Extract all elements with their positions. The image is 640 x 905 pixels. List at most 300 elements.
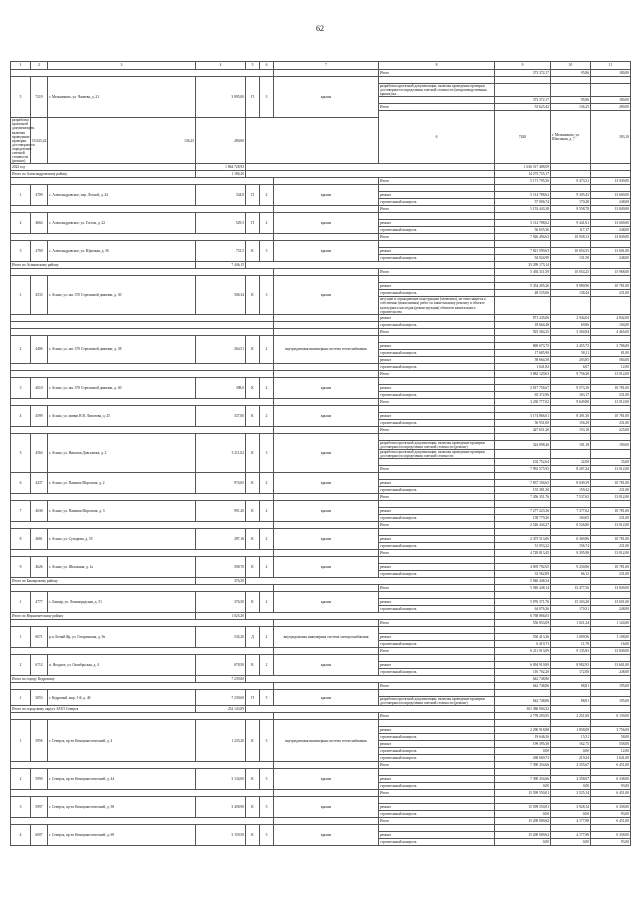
cost-per-m2-cell: 131,58: [551, 255, 591, 262]
cost-cell: 7 837 194,65: [495, 480, 551, 487]
cost-cell: 15 599 550,01: [495, 790, 551, 797]
limit-cell: 4 842,00: [591, 314, 631, 321]
cost-per-m2-cell: 69,86: [551, 321, 591, 328]
cost-per-m2-cell: 9 230,86: [551, 564, 591, 571]
building-row: [11, 797, 631, 804]
work-description-cell: строительный контроль: [379, 290, 495, 297]
cost-per-m2-cell: 0,00: [551, 748, 591, 755]
limit-cell: 6 451,00: [591, 818, 631, 825]
work-description-cell: ремонт: [379, 412, 495, 419]
building-id-cell: 4437: [31, 473, 48, 494]
cost-per-m2-cell: 1 021,24: [551, 620, 591, 627]
floors-cell: 2: [260, 473, 274, 494]
limit-cell: 231,00: [591, 290, 631, 297]
work-description-cell: Итого: [379, 713, 495, 720]
category-cell: К: [246, 557, 260, 578]
work-type-cell: [274, 818, 379, 825]
building-id-cell: 3053: [31, 690, 48, 706]
limit-cell: 190,00: [591, 440, 631, 449]
row-number-cell: 5: [11, 433, 31, 472]
limit-cell: [591, 769, 631, 776]
limit-cell: [591, 627, 631, 634]
work-line-row: [11, 550, 631, 557]
address-cell: г. Асино, ул. Сутырова, д. 55: [48, 529, 196, 550]
work-description-cell: ремонт: [379, 536, 495, 543]
work-description-cell: Итого: [379, 818, 495, 825]
row-number-cell: 1: [11, 627, 31, 648]
page-number: 62: [316, 24, 324, 33]
work-description-cell: ремонт: [379, 356, 495, 363]
cost-cell: 556 853,09: [495, 620, 551, 627]
cost-cell: 925 364,25: [495, 328, 551, 335]
work-line-row: [11, 648, 631, 655]
subtotal-label: 2022 год: [11, 164, 196, 171]
work-description-cell: Итого: [379, 178, 495, 185]
cost-cell: 56 655,36: [495, 227, 551, 234]
work-description-cell: строительный контроль: [379, 734, 495, 741]
building-id-cell: 4533: [31, 276, 48, 314]
cost-per-m2-cell: [551, 592, 591, 599]
empty-cell: [11, 426, 274, 433]
work-description-cell: строительный контроль: [379, 363, 495, 370]
floors-cell: 2: [260, 557, 274, 578]
column-header: 1: [11, 62, 31, 70]
column-header: 3: [48, 62, 196, 70]
work-type-cell: крыша: [274, 241, 379, 262]
limit-cell: 13 600,00: [591, 220, 631, 227]
limit-cell: 248,00: [591, 606, 631, 613]
work-type-cell: крыша: [274, 501, 379, 522]
address-cell: г. Асино, ул. им. 370 Стрелковой дивизии, д. 38: [48, 335, 196, 363]
work-type-cell: крыша: [274, 77, 379, 118]
cost-cell: [495, 690, 551, 697]
building-id-cell: 7420: [495, 111, 551, 164]
work-line-row: [11, 818, 631, 825]
limit-cell: 10 781,00: [591, 283, 631, 290]
cost-per-m2-cell: 219,24: [551, 755, 591, 762]
cost-per-m2-cell: 95,86: [551, 97, 591, 104]
work-description-cell: Итого: [379, 206, 495, 213]
category-cell: К: [246, 825, 260, 846]
address-cell: с. Бакчар, ул. Ленинградская, д. 51: [48, 592, 196, 613]
cost-cell: 19 646,56: [495, 734, 551, 741]
work-description-cell: ремонт: [379, 741, 495, 748]
empty-cell: [551, 164, 591, 171]
work-description-cell: Итого: [379, 104, 495, 111]
limit-cell: 13 949,00: [591, 178, 631, 185]
cost-cell: 324 898,46: [495, 440, 551, 449]
work-description-cell: строительный контроль: [379, 748, 495, 755]
work-description-cell: строительный контроль: [379, 839, 495, 846]
row-number-cell: 3: [11, 377, 31, 398]
cost-per-m2-cell: [551, 627, 591, 634]
work-description-cell: [379, 655, 495, 662]
row-number-cell: 6: [379, 111, 495, 164]
row-number-cell: 1: [11, 720, 31, 762]
row-number-cell: 3: [11, 797, 31, 818]
cost-cell: 102 752,64: [495, 459, 551, 466]
work-description-cell: [379, 459, 495, 466]
cost-cell: 2 290 918,88: [495, 727, 551, 734]
cost-cell: 57 006,74: [495, 199, 551, 206]
work-type-cell: крыша: [274, 213, 379, 234]
cost-per-m2-cell: 6 526,80: [551, 522, 591, 529]
work-type-cell: внутридомовая инженерная система теплоснабжения: [274, 335, 379, 363]
limit-cell: 231,00: [591, 419, 631, 426]
work-line-row: [11, 522, 631, 529]
address-cell: г. Северск, пр-кт Коммунистический, д. 69: [48, 825, 196, 846]
building-row: [11, 690, 631, 697]
building-id-cell: 4564: [31, 433, 48, 472]
limit-cell: 81,00: [591, 349, 631, 356]
column-header: 6: [260, 62, 274, 70]
area-cell: 1 235,20: [196, 720, 246, 762]
area-cell: 3 134,00: [196, 769, 246, 790]
cost-per-m2-cell: [551, 449, 591, 458]
cost-cell: 64 076,36: [495, 606, 551, 613]
work-description-cell: Итого: [379, 370, 495, 377]
limit-cell: 280,00: [196, 118, 246, 164]
address-cell: г. Мельниково, ул. Школьная, д. 7: [551, 111, 591, 164]
building-id-cell: 5997: [31, 797, 48, 818]
work-description-cell: [379, 276, 495, 283]
work-description-cell: [379, 720, 495, 727]
empty-cell: [551, 613, 591, 620]
column-header: 11: [591, 62, 631, 70]
category-cell: К: [246, 433, 260, 472]
work-line-row: [11, 314, 631, 321]
cost-per-m2-cell: [551, 557, 591, 564]
cost-cell: 550 413,36: [495, 634, 551, 641]
work-description-cell: [379, 185, 495, 192]
empty-cell: [11, 398, 274, 405]
work-type-cell: крыша: [274, 769, 379, 790]
limit-cell: 195,00: [591, 697, 631, 706]
empty-cell: [246, 706, 495, 713]
cost-cell: [495, 276, 551, 283]
cost-per-m2-cell: 88,81: [551, 683, 591, 690]
floors-cell: 2: [260, 655, 274, 676]
building-id-cell: 4486: [31, 335, 48, 363]
limit-cell: 12,00: [591, 363, 631, 370]
limit-cell: 58,00: [591, 734, 631, 741]
area-cell: 3 895,00: [196, 77, 246, 118]
building-row: [11, 185, 631, 192]
work-description-cell: строительный контроль: [379, 811, 495, 818]
work-type-cell: крыша: [274, 797, 379, 818]
limit-cell: [591, 84, 631, 97]
subtotal-label: Итого по Асиновскому району: [11, 262, 196, 269]
limit-cell: [591, 185, 631, 192]
empty-cell: [11, 648, 274, 655]
building-row: [11, 377, 631, 384]
work-description-cell: [379, 557, 495, 564]
cost-per-m2-cell: 58,11: [551, 349, 591, 356]
work-type-cell: [274, 328, 379, 335]
cost-cell: [495, 501, 551, 508]
empty-cell: [11, 620, 274, 627]
subtotal-row: [11, 262, 631, 269]
building-row: [11, 825, 631, 832]
address-cell: с. Александровское, ул. Юрочкая, д. 56: [48, 241, 196, 262]
area-cell: 337,00: [196, 405, 246, 426]
total-cost-cell: 301 386 904,52: [495, 706, 551, 713]
limit-cell: 248,00: [591, 669, 631, 676]
work-line-row: [11, 328, 631, 335]
work-line-row: [11, 234, 631, 241]
row-number-cell: 1: [11, 185, 31, 206]
cost-cell: 18 664,48: [495, 321, 551, 328]
work-description-cell: ремонт: [379, 508, 495, 515]
empty-cell: [11, 585, 274, 592]
cost-cell: [495, 473, 551, 480]
limit-cell: [591, 655, 631, 662]
limit-cell: 225,00: [591, 426, 631, 433]
cost-per-m2-cell: 3 304,84: [551, 328, 591, 335]
cost-per-m2-cell: 8 049,39: [551, 480, 591, 487]
category-cell: К: [246, 405, 260, 426]
limit-cell: 6 139,00: [591, 713, 631, 720]
area-cell: 376,50: [196, 592, 246, 613]
building-id-cell: 7219: [31, 77, 48, 118]
total-area-cell: 254 143,09: [196, 706, 246, 713]
work-type-cell: [274, 713, 379, 720]
cost-cell: 7 926 494,63: [495, 234, 551, 241]
work-description-cell: строительный контроль: [379, 543, 495, 550]
empty-cell: [551, 262, 591, 269]
floors-cell: 3: [260, 276, 274, 314]
work-type-cell: [274, 178, 379, 185]
cost-cell: 4 728 813,45: [495, 550, 551, 557]
empty-cell: [11, 178, 274, 185]
cost-per-m2-cell: 101,18: [551, 440, 591, 449]
cost-per-m2-cell: 1 009,56: [551, 634, 591, 641]
cost-per-m2-cell: 156,29: [551, 419, 591, 426]
cost-cell: [495, 297, 551, 314]
cost-cell: 268 669,73: [495, 755, 551, 762]
cost-cell: [495, 627, 551, 634]
empty-cell: [11, 370, 274, 377]
address-cell: п. Ягодное, ул. Октябрьская, д. 4: [48, 655, 196, 676]
work-type-cell: крыша: [274, 529, 379, 550]
cost-cell: 17 685,90: [495, 349, 551, 356]
cost-per-m2-cell: 159,42: [551, 487, 591, 494]
address-cell: г. Кедровый, мкр. 1-й, д. 40: [48, 690, 196, 706]
category-cell: К: [246, 335, 260, 363]
cost-cell: 7 992 575,95: [495, 466, 551, 473]
cost-cell: 1 641,82: [495, 363, 551, 370]
cost-cell: 373 372,17: [495, 70, 551, 77]
limit-cell: 231,00: [591, 571, 631, 578]
building-id-cell: 6007: [31, 825, 48, 846]
cost-cell: 5 114 788,62: [495, 192, 551, 199]
cost-per-m2-cell: 2 355,67: [551, 762, 591, 769]
work-type-cell: крыша: [274, 405, 379, 426]
row-number-cell: 2: [11, 769, 31, 790]
work-description-cell: ремонт: [379, 776, 495, 783]
cost-per-m2-cell: 2 358,07: [551, 776, 591, 783]
cost-cell: 5 171 795,56: [495, 178, 551, 185]
work-line-row: [11, 363, 631, 370]
work-type-cell: [274, 762, 379, 769]
area-cell: 545,20: [196, 627, 246, 648]
building-id-cell: 4769: [31, 241, 48, 262]
work-description-cell: ремонт: [379, 564, 495, 571]
limit-cell: [591, 592, 631, 599]
empty-cell: [11, 790, 274, 797]
building-id-cell: 4709: [31, 185, 48, 206]
empty-cell: [11, 363, 274, 370]
limit-cell: 248,00: [591, 255, 631, 262]
work-description-cell: ремонт: [379, 192, 495, 199]
area-cell: 508,70: [196, 557, 246, 578]
work-line-row: [11, 398, 631, 405]
limit-cell: 1 124,00: [591, 620, 631, 627]
cost-cell: [495, 592, 551, 599]
work-type-cell: крыша: [274, 592, 379, 613]
category-cell: П: [246, 213, 260, 234]
cost-cell: 7 390 354,66: [495, 776, 551, 783]
cost-cell: 427 651,20: [495, 426, 551, 433]
empty-cell: [591, 578, 631, 585]
empty-cell: [246, 578, 495, 585]
cost-per-m2-cell: 15 477,56: [551, 585, 591, 592]
cost-cell: 15 200 009,62: [495, 832, 551, 839]
cost-cell: 5 153 443,38: [495, 206, 551, 213]
cost-per-m2-cell: 9 558,78: [551, 206, 591, 213]
cost-cell: 5 876 371,76: [495, 599, 551, 606]
limit-cell: 13 012,00: [591, 522, 631, 529]
limit-cell: 13 849,00: [591, 234, 631, 241]
work-description-cell: строительный контроль: [379, 419, 495, 426]
work-type-cell: крыша: [274, 276, 379, 314]
cost-cell: [495, 185, 551, 192]
address-cell: г. Северск, пр-кт Коммунистический, д. 58: [48, 797, 196, 818]
category-cell: К: [246, 276, 260, 314]
work-description-cell: Итого: [379, 269, 495, 276]
work-description-cell: ремонт: [379, 634, 495, 641]
subtotal-label: Итого по городу Кедровому: [11, 676, 196, 683]
building-id-cell: 4638: [31, 501, 48, 522]
work-description-cell: ремонт: [379, 599, 495, 606]
limit-cell: [591, 433, 631, 440]
work-type-cell: [274, 363, 379, 370]
floors-cell: 5: [260, 769, 274, 790]
limit-cell: [591, 241, 631, 248]
empty-cell: [551, 676, 591, 683]
work-description-cell: [379, 213, 495, 220]
cost-per-m2-cell: [551, 501, 591, 508]
cost-cell: 3 174 866,01: [495, 412, 551, 419]
cost-per-m2-cell: [551, 655, 591, 662]
limit-cell: 558,00: [591, 741, 631, 748]
row-number-cell: 1: [11, 276, 31, 314]
floors-cell: 2: [260, 405, 274, 426]
limit-cell: 231,00: [591, 515, 631, 522]
total-area-cell: 1 025,20: [196, 613, 246, 620]
subtotal-label: Итого по Бакчарскому району: [11, 578, 196, 585]
empty-cell: [11, 494, 274, 501]
cost-per-m2-cell: 6 369,86: [551, 536, 591, 543]
building-row: [11, 433, 631, 440]
limit-cell: [591, 405, 631, 412]
cost-per-m2-cell: 66,12: [551, 571, 591, 578]
work-type-cell: крыша: [274, 377, 379, 398]
cost-per-m2-cell: 9 980,96: [551, 283, 591, 290]
cost-cell: 0,00: [495, 783, 551, 790]
building-row: [11, 557, 631, 564]
limit-cell: 35,00: [591, 459, 631, 466]
floors-cell: 3: [260, 77, 274, 118]
cost-per-m2-cell: 8 982,95: [551, 662, 591, 669]
work-description-cell: Итого: [379, 620, 495, 627]
limit-cell: [591, 335, 631, 342]
cost-cell: 6 419,73: [495, 641, 551, 648]
column-header: 10: [551, 62, 591, 70]
building-row: [11, 627, 631, 634]
building-row: [11, 529, 631, 536]
empty-cell: [11, 234, 274, 241]
cost-cell: 116 702,20: [495, 669, 551, 676]
cost-per-m2-cell: 10 958,13: [551, 234, 591, 241]
cost-per-m2-cell: [551, 241, 591, 248]
cost-per-m2-cell: 162,75: [551, 741, 591, 748]
cost-per-m2-cell: 163,17: [551, 391, 591, 398]
cost-cell: 7 821 599,63: [495, 248, 551, 255]
work-description-cell: ремонт: [379, 480, 495, 487]
cost-per-m2-cell: [551, 77, 591, 84]
limit-cell: [591, 797, 631, 804]
column-header: 2: [31, 62, 48, 70]
work-description-cell: Итого: [379, 70, 495, 77]
cost-cell: 48 535,06: [495, 290, 551, 297]
cost-cell: [495, 241, 551, 248]
building-row: [11, 213, 631, 220]
column-header: 7: [274, 62, 379, 70]
cost-per-m2-cell: [551, 433, 591, 440]
address-cell: г. Северск, пр-кт Коммунистический, д. 4: [48, 720, 196, 762]
area-cell: 334,8: [196, 185, 246, 206]
cost-per-m2-cell: 6,07: [551, 363, 591, 370]
work-description-cell: ремонт: [379, 384, 495, 391]
empty-cell: [11, 328, 274, 335]
empty-cell: [551, 171, 591, 178]
work-type-cell: крыша: [274, 185, 379, 206]
empty-cell: [246, 171, 495, 178]
work-type-cell: [274, 314, 379, 321]
cost-cell: 2 475 513,06: [495, 536, 551, 543]
total-cost-cell: 33 299 173,14: [495, 262, 551, 269]
category-cell: К: [246, 720, 260, 762]
cost-cell: 33 562,89: [495, 571, 551, 578]
cost-per-m2-cell: 138,44: [551, 290, 591, 297]
building-id-cell: 6712: [31, 655, 48, 676]
limit-cell: 4 465,00: [591, 328, 631, 335]
work-description-cell: ремонт: [379, 832, 495, 839]
work-type-cell: крыша: [274, 655, 379, 676]
row-number-cell: 4: [11, 405, 31, 426]
work-description-cell: [379, 473, 495, 480]
work-line-row: [11, 178, 631, 185]
work-description-cell: Итого: [379, 790, 495, 797]
work-description-cell: строительный контроль: [379, 321, 495, 328]
limit-cell: 6 451,00: [591, 762, 631, 769]
empty-cell: [591, 171, 631, 178]
empty-cell: [246, 613, 495, 620]
limit-cell: [591, 529, 631, 536]
work-description-cell: ремонт: [379, 248, 495, 255]
row-number-cell: 1: [11, 592, 31, 613]
